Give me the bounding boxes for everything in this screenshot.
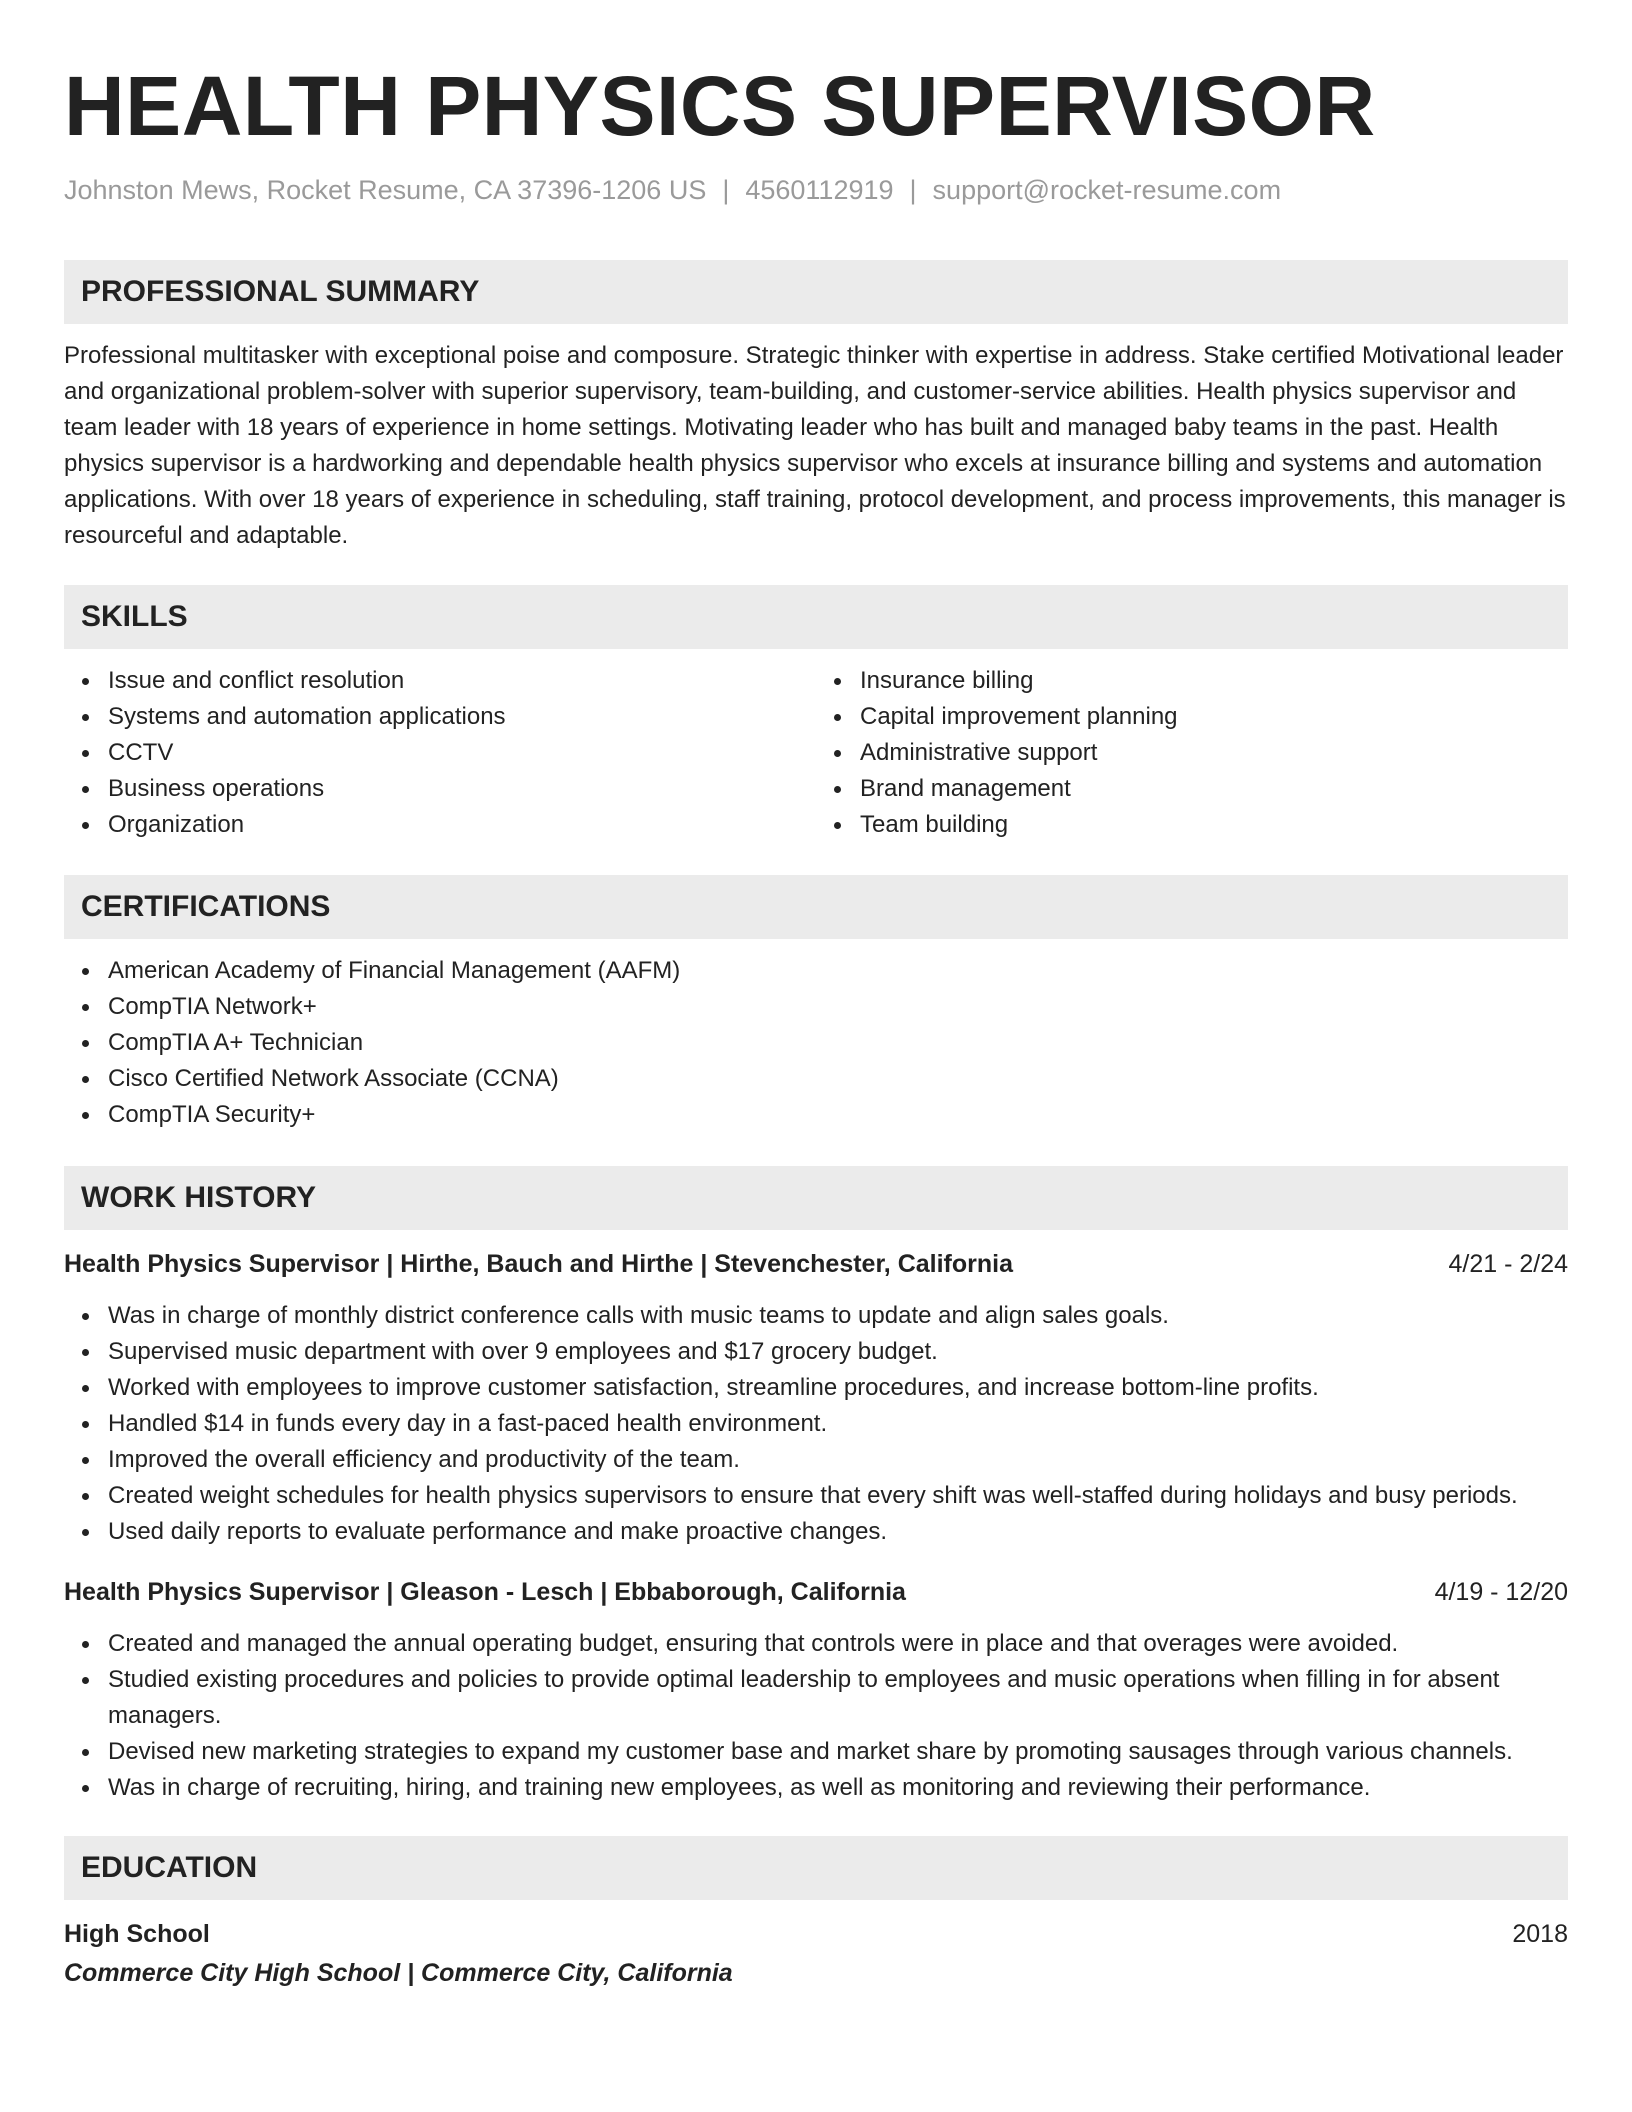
- summary-section: [64, 260, 1568, 554]
- resume-name: HEALTH PHYSICS SUPERVISOR: [64, 59, 1376, 153]
- skill-item: Business operations: [108, 771, 816, 807]
- job-bullet: Supervised music department with over 9 employees and $17 grocery budget.: [108, 1334, 1568, 1370]
- contact-email: support@rocket-resume.com: [932, 175, 1282, 205]
- job-dates: 4/19 - 12/20: [1434, 1578, 1568, 1607]
- job-bullet: Devised new marketing strategies to expand my customer base and market share by promoting sausages through various channels.: [108, 1734, 1568, 1770]
- skill-item: Organization: [108, 807, 816, 843]
- job-header: [64, 1575, 1568, 1609]
- skill-item: Team building: [860, 807, 1568, 843]
- job-title: Health Physics Supervisor | Gleason - Lesch | Ebbaborough, California: [64, 1578, 906, 1607]
- skill-item: Administrative support: [860, 735, 1568, 771]
- job-bullet: Created weight schedules for health physics supervisors to ensure that every shift was well-staffed during holidays and busy periods.: [108, 1478, 1568, 1514]
- job-title: Health Physics Supervisor | Hirthe, Bauch and Hirthe | Stevenchester, California: [64, 1250, 1013, 1279]
- education-section: [64, 1836, 1568, 1990]
- section-heading-certifications: CERTIFICATIONS: [64, 875, 1568, 939]
- skill-item: Capital improvement planning: [860, 699, 1568, 735]
- skill-item: CCTV: [108, 735, 816, 771]
- job-bullet: Used daily reports to evaluate performance and make proactive changes.: [108, 1514, 1568, 1550]
- contact-line: [64, 174, 1568, 206]
- certifications-list: [64, 953, 1568, 1133]
- job-bullet: Created and managed the annual operating budget, ensuring that controls were in place and that overages were avoided.: [108, 1626, 1568, 1662]
- skills-columns: [64, 649, 1568, 843]
- education-degree: High School: [64, 1920, 210, 1949]
- job-dates: 4/21 - 2/24: [1448, 1250, 1568, 1279]
- summary-text: Professional multitasker with exceptional poise and composure. Strategic thinker with expertise in address. Stake certified Motivational leader and organizational problem-solver with superior supervisory, team-building, and customer-service abilities. Health physics supervisor and team leader with 18 years of experience in home settings. Motivating leader who has built and managed baby teams in the past. Health physics supervisor is a hardworking and dependable health physics supervisor who excels at insurance billing and systems and automation applications. With over 18 years of experience in scheduling, staff training, protocol development, and process improvements, this manager is resourceful and adaptable.: [64, 342, 1566, 550]
- job-bullets: [64, 1626, 1568, 1806]
- skill-item: Brand management: [860, 771, 1568, 807]
- certification-item: Cisco Certified Network Associate (CCNA): [108, 1061, 1568, 1097]
- certification-item: CompTIA A+ Technician: [108, 1025, 1568, 1061]
- skill-item: Issue and conflict resolution: [108, 663, 816, 699]
- skill-item: Insurance billing: [860, 663, 1568, 699]
- skills-list-left: [64, 663, 816, 843]
- section-heading-education: EDUCATION: [64, 1836, 1568, 1900]
- education-year: 2018: [1512, 1920, 1568, 1949]
- certification-item: CompTIA Security+: [108, 1097, 1568, 1133]
- skills-list-right: [816, 663, 1568, 843]
- certification-item: American Academy of Financial Management (AAFM): [108, 953, 1568, 989]
- section-heading-work-history: WORK HISTORY: [64, 1166, 1568, 1230]
- job-bullet: Was in charge of monthly district conference calls with music teams to update and align sales goals.: [108, 1298, 1568, 1334]
- education-header: [64, 1917, 1568, 1951]
- job-bullet: Improved the overall efficiency and productivity of the team.: [108, 1442, 1568, 1478]
- job-header: [64, 1247, 1568, 1281]
- certification-item: CompTIA Network+: [108, 989, 1568, 1025]
- job-entry: [64, 1247, 1568, 1550]
- certifications-section: [64, 875, 1568, 1133]
- job-bullet: Handled $14 in funds every day in a fast-paced health environment.: [108, 1406, 1568, 1442]
- section-heading-summary: PROFESSIONAL SUMMARY: [64, 260, 1568, 324]
- job-bullets: [64, 1298, 1568, 1550]
- job-entry: [64, 1575, 1568, 1806]
- contact-separator: |: [722, 175, 730, 205]
- work-history-section: [64, 1166, 1568, 1806]
- job-bullet: Studied existing procedures and policies to provide optimal leadership to employees and music operations when filling in for absent managers.: [108, 1662, 1568, 1734]
- section-heading-skills: SKILLS: [64, 585, 1568, 649]
- contact-separator: |: [909, 175, 917, 205]
- skill-item: Systems and automation applications: [108, 699, 816, 735]
- job-bullet: Was in charge of recruiting, hiring, and training new employees, as well as monitoring and reviewing their performance.: [108, 1770, 1568, 1806]
- contact-address: Johnston Mews, Rocket Resume, CA 37396-1206 US: [64, 175, 707, 205]
- job-bullet: Worked with employees to improve customer satisfaction, streamline procedures, and increase bottom-line profits.: [108, 1370, 1568, 1406]
- education-school: Commerce City High School | Commerce City, California: [64, 1959, 733, 1988]
- skills-section: [64, 585, 1568, 843]
- contact-phone: 4560112919: [745, 175, 894, 205]
